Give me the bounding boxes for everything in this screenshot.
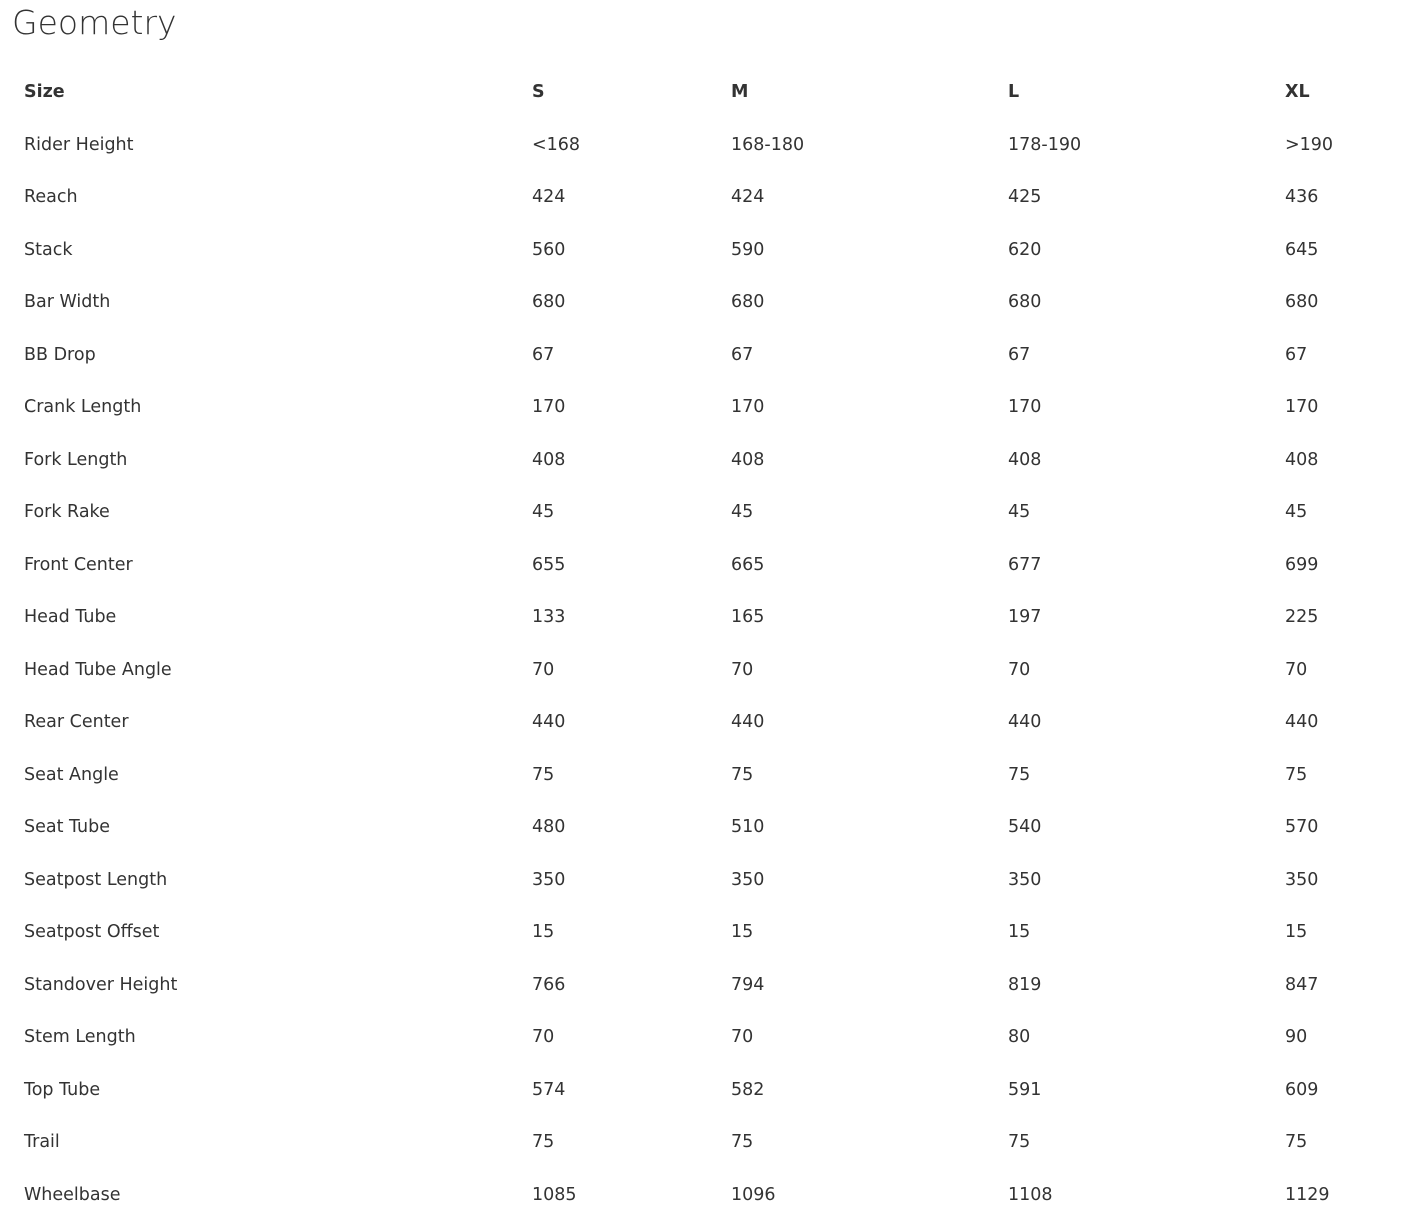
cell-size-s: 655 bbox=[532, 554, 566, 575]
row-label: BB Drop bbox=[24, 344, 96, 365]
cell-size-l: 15 bbox=[1008, 922, 1031, 943]
cell-size-m: 794 bbox=[731, 974, 765, 995]
cell-size-xl: 75 bbox=[1285, 764, 1308, 785]
table-row bbox=[13, 749, 1413, 802]
table-row bbox=[13, 644, 1413, 697]
cell-size-xl: 67 bbox=[1285, 344, 1308, 365]
cell-size-xl: 440 bbox=[1285, 712, 1319, 733]
header-size: Size bbox=[24, 82, 65, 103]
row-label: Bar Width bbox=[24, 292, 111, 313]
cell-size-xl: 170 bbox=[1285, 397, 1319, 418]
cell-size-l: 350 bbox=[1008, 869, 1042, 890]
table-row bbox=[13, 1011, 1413, 1064]
row-label: Reach bbox=[24, 187, 78, 208]
table-row bbox=[13, 1116, 1413, 1169]
table-row bbox=[13, 171, 1413, 224]
row-label: Seatpost Length bbox=[24, 869, 168, 890]
cell-size-xl: 680 bbox=[1285, 292, 1319, 313]
geometry-table bbox=[13, 66, 1413, 1221]
cell-size-s: 70 bbox=[532, 1027, 555, 1048]
table-row bbox=[13, 276, 1413, 329]
cell-size-l: 70 bbox=[1008, 659, 1031, 680]
cell-size-s: 408 bbox=[532, 449, 566, 470]
cell-size-s: 170 bbox=[532, 397, 566, 418]
table-row bbox=[13, 381, 1413, 434]
table-row bbox=[13, 1169, 1413, 1222]
cell-size-xl: 645 bbox=[1285, 239, 1319, 260]
cell-size-l: 75 bbox=[1008, 1132, 1031, 1153]
cell-size-s: 680 bbox=[532, 292, 566, 313]
cell-size-s: 133 bbox=[532, 607, 566, 628]
cell-size-l: 440 bbox=[1008, 712, 1042, 733]
header-size-l: L bbox=[1008, 82, 1020, 103]
table-row bbox=[13, 329, 1413, 382]
cell-size-xl: 570 bbox=[1285, 817, 1319, 838]
cell-size-s: 424 bbox=[532, 187, 566, 208]
row-label: Fork Rake bbox=[24, 502, 110, 523]
cell-size-s: 440 bbox=[532, 712, 566, 733]
cell-size-l: 170 bbox=[1008, 397, 1042, 418]
cell-size-s: 67 bbox=[532, 344, 555, 365]
row-label: Seatpost Offset bbox=[24, 922, 160, 943]
cell-size-s: 766 bbox=[532, 974, 566, 995]
cell-size-s: 15 bbox=[532, 922, 555, 943]
row-label: Rear Center bbox=[24, 712, 129, 733]
row-label: Head Tube bbox=[24, 607, 117, 628]
cell-size-m: 70 bbox=[731, 1027, 754, 1048]
cell-size-s: 480 bbox=[532, 817, 566, 838]
cell-size-m: 75 bbox=[731, 1132, 754, 1153]
cell-size-m: 680 bbox=[731, 292, 765, 313]
cell-size-l: 75 bbox=[1008, 764, 1031, 785]
cell-size-xl: >190 bbox=[1285, 134, 1334, 155]
cell-size-s: 70 bbox=[532, 659, 555, 680]
cell-size-s: 560 bbox=[532, 239, 566, 260]
geometry-table-body bbox=[13, 119, 1413, 1222]
cell-size-l: 178-190 bbox=[1008, 134, 1082, 155]
table-row bbox=[13, 434, 1413, 487]
table-header-row bbox=[13, 66, 1413, 119]
cell-size-l: 408 bbox=[1008, 449, 1042, 470]
cell-size-m: 440 bbox=[731, 712, 765, 733]
cell-size-xl: 15 bbox=[1285, 922, 1308, 943]
cell-size-xl: 70 bbox=[1285, 659, 1308, 680]
table-row bbox=[13, 696, 1413, 749]
cell-size-m: 165 bbox=[731, 607, 765, 628]
cell-size-l: 67 bbox=[1008, 344, 1031, 365]
row-label: Seat Angle bbox=[24, 764, 119, 785]
cell-size-l: 45 bbox=[1008, 502, 1031, 523]
row-label: Rider Height bbox=[24, 134, 134, 155]
cell-size-xl: 350 bbox=[1285, 869, 1319, 890]
cell-size-s: 75 bbox=[532, 764, 555, 785]
cell-size-m: 70 bbox=[731, 659, 754, 680]
cell-size-m: 424 bbox=[731, 187, 765, 208]
table-row bbox=[13, 119, 1413, 172]
cell-size-m: 75 bbox=[731, 764, 754, 785]
row-label: Seat Tube bbox=[24, 817, 111, 838]
cell-size-m: 510 bbox=[731, 817, 765, 838]
table-row bbox=[13, 854, 1413, 907]
cell-size-m: 15 bbox=[731, 922, 754, 943]
header-size-s: S bbox=[532, 82, 545, 103]
cell-size-m: 408 bbox=[731, 449, 765, 470]
table-row bbox=[13, 801, 1413, 854]
cell-size-l: 677 bbox=[1008, 554, 1042, 575]
cell-size-m: 350 bbox=[731, 869, 765, 890]
table-row bbox=[13, 224, 1413, 277]
cell-size-l: 425 bbox=[1008, 187, 1042, 208]
cell-size-m: 67 bbox=[731, 344, 754, 365]
cell-size-l: 540 bbox=[1008, 817, 1042, 838]
page-title: Geometry bbox=[12, 3, 177, 42]
row-label: Front Center bbox=[24, 554, 133, 575]
cell-size-m: 45 bbox=[731, 502, 754, 523]
header-size-xl: XL bbox=[1285, 82, 1310, 103]
table-row bbox=[13, 591, 1413, 644]
cell-size-l: 680 bbox=[1008, 292, 1042, 313]
cell-size-s: 75 bbox=[532, 1132, 555, 1153]
table-row bbox=[13, 906, 1413, 959]
cell-size-xl: 1129 bbox=[1285, 1184, 1330, 1205]
row-label: Head Tube Angle bbox=[24, 659, 172, 680]
cell-size-xl: 408 bbox=[1285, 449, 1319, 470]
row-label: Stack bbox=[24, 239, 73, 260]
cell-size-xl: 699 bbox=[1285, 554, 1319, 575]
cell-size-m: 168-180 bbox=[731, 134, 805, 155]
cell-size-l: 591 bbox=[1008, 1079, 1042, 1100]
cell-size-m: 582 bbox=[731, 1079, 765, 1100]
cell-size-s: 350 bbox=[532, 869, 566, 890]
row-label: Top Tube bbox=[24, 1079, 101, 1100]
table-row bbox=[13, 539, 1413, 592]
row-label: Trail bbox=[24, 1132, 60, 1153]
cell-size-xl: 436 bbox=[1285, 187, 1319, 208]
cell-size-xl: 225 bbox=[1285, 607, 1319, 628]
header-size-m: M bbox=[731, 82, 749, 103]
cell-size-s: 574 bbox=[532, 1079, 566, 1100]
cell-size-xl: 45 bbox=[1285, 502, 1308, 523]
cell-size-xl: 609 bbox=[1285, 1079, 1319, 1100]
cell-size-m: 590 bbox=[731, 239, 765, 260]
cell-size-s: 1085 bbox=[532, 1184, 577, 1205]
cell-size-m: 1096 bbox=[731, 1184, 776, 1205]
cell-size-l: 620 bbox=[1008, 239, 1042, 260]
cell-size-s: 45 bbox=[532, 502, 555, 523]
row-label: Wheelbase bbox=[24, 1184, 121, 1205]
cell-size-l: 819 bbox=[1008, 974, 1042, 995]
cell-size-m: 665 bbox=[731, 554, 765, 575]
cell-size-s: <168 bbox=[532, 134, 581, 155]
row-label: Fork Length bbox=[24, 449, 128, 470]
row-label: Crank Length bbox=[24, 397, 142, 418]
cell-size-l: 197 bbox=[1008, 607, 1042, 628]
row-label: Stem Length bbox=[24, 1027, 136, 1048]
cell-size-xl: 847 bbox=[1285, 974, 1319, 995]
cell-size-xl: 75 bbox=[1285, 1132, 1308, 1153]
cell-size-xl: 90 bbox=[1285, 1027, 1308, 1048]
table-row bbox=[13, 486, 1413, 539]
cell-size-l: 1108 bbox=[1008, 1184, 1053, 1205]
table-row bbox=[13, 1064, 1413, 1117]
cell-size-l: 80 bbox=[1008, 1027, 1031, 1048]
cell-size-m: 170 bbox=[731, 397, 765, 418]
table-row bbox=[13, 959, 1413, 1012]
row-label: Standover Height bbox=[24, 974, 178, 995]
